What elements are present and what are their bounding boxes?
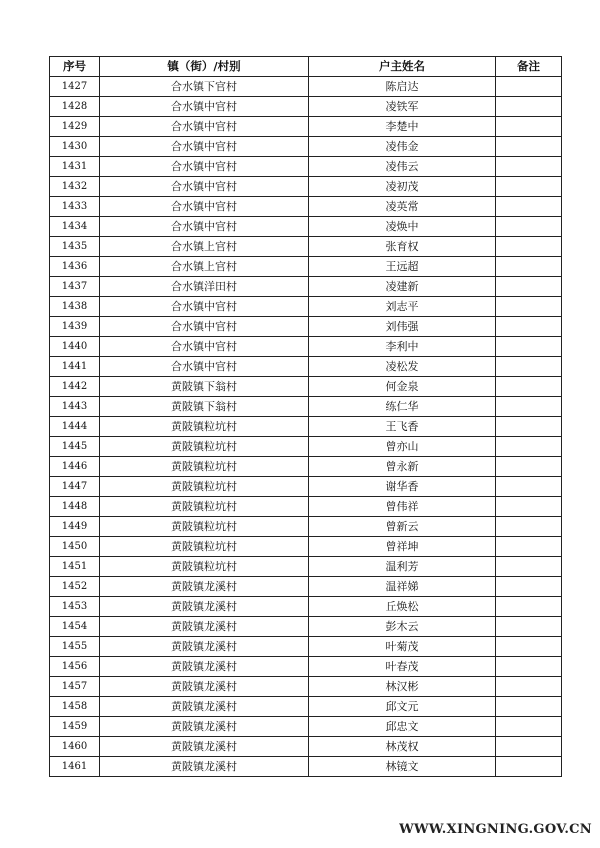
cell-town-village: 黄陂镇龙溪村	[100, 697, 309, 717]
cell-householder-name: 谢华香	[309, 477, 496, 497]
cell-remarks	[496, 117, 562, 137]
cell-remarks	[496, 77, 562, 97]
cell-town-village: 黄陂镇粒坑村	[100, 537, 309, 557]
table-row	[50, 277, 562, 297]
cell-householder-name: 刘伟强	[309, 317, 496, 337]
cell-serial-number: 1456	[50, 657, 100, 677]
cell-town-village: 合水镇中官村	[100, 217, 309, 237]
cell-householder-name: 凌伟金	[309, 137, 496, 157]
cell-serial-number: 1451	[50, 557, 100, 577]
cell-town-village: 黄陂镇粒坑村	[100, 437, 309, 457]
household-register-table	[49, 56, 562, 777]
header-town-village: 镇（街）/村别	[100, 57, 309, 77]
cell-householder-name: 王飞香	[309, 417, 496, 437]
cell-householder-name: 林汉彬	[309, 677, 496, 697]
table-body	[50, 77, 562, 777]
cell-town-village: 合水镇中官村	[100, 97, 309, 117]
cell-town-village: 黄陂镇粒坑村	[100, 557, 309, 577]
cell-serial-number: 1438	[50, 297, 100, 317]
cell-remarks	[496, 537, 562, 557]
cell-householder-name: 彭木云	[309, 617, 496, 637]
cell-serial-number: 1435	[50, 237, 100, 257]
cell-remarks	[496, 717, 562, 737]
cell-householder-name: 曾祥坤	[309, 537, 496, 557]
cell-householder-name: 何金泉	[309, 377, 496, 397]
table-row	[50, 617, 562, 637]
cell-remarks	[496, 497, 562, 517]
cell-householder-name: 王远超	[309, 257, 496, 277]
cell-serial-number: 1460	[50, 737, 100, 757]
cell-town-village: 黄陂镇龙溪村	[100, 637, 309, 657]
cell-remarks	[496, 217, 562, 237]
cell-town-village: 合水镇上官村	[100, 257, 309, 277]
cell-town-village: 黄陂镇粒坑村	[100, 497, 309, 517]
cell-remarks	[496, 357, 562, 377]
cell-serial-number: 1450	[50, 537, 100, 557]
cell-serial-number: 1429	[50, 117, 100, 137]
header-serial-number: 序号	[50, 57, 100, 77]
cell-householder-name: 叶春茂	[309, 657, 496, 677]
cell-serial-number: 1439	[50, 317, 100, 337]
cell-town-village: 黄陂镇下翁村	[100, 397, 309, 417]
cell-householder-name: 温祥娣	[309, 577, 496, 597]
cell-householder-name: 刘志平	[309, 297, 496, 317]
table-row	[50, 97, 562, 117]
table-row	[50, 297, 562, 317]
table-row	[50, 317, 562, 337]
cell-householder-name: 曾伟祥	[309, 497, 496, 517]
cell-householder-name: 林茂权	[309, 737, 496, 757]
cell-town-village: 黄陂镇龙溪村	[100, 597, 309, 617]
cell-householder-name: 林镜文	[309, 757, 496, 777]
cell-town-village: 合水镇中官村	[100, 197, 309, 217]
table-row	[50, 157, 562, 177]
cell-householder-name: 凌铁军	[309, 97, 496, 117]
table-row	[50, 457, 562, 477]
cell-householder-name: 凌英常	[309, 197, 496, 217]
cell-householder-name: 丘焕松	[309, 597, 496, 617]
table-row	[50, 77, 562, 97]
cell-serial-number: 1449	[50, 517, 100, 537]
cell-householder-name: 张育权	[309, 237, 496, 257]
cell-town-village: 合水镇中官村	[100, 317, 309, 337]
cell-remarks	[496, 297, 562, 317]
cell-householder-name: 凌初茂	[309, 177, 496, 197]
cell-remarks	[496, 577, 562, 597]
table-row	[50, 257, 562, 277]
table-row	[50, 357, 562, 377]
cell-town-village: 黄陂镇龙溪村	[100, 737, 309, 757]
cell-town-village: 黄陂镇龙溪村	[100, 757, 309, 777]
cell-remarks	[496, 397, 562, 417]
table-row	[50, 697, 562, 717]
cell-serial-number: 1447	[50, 477, 100, 497]
table-row	[50, 477, 562, 497]
cell-remarks	[496, 617, 562, 637]
cell-remarks	[496, 337, 562, 357]
cell-serial-number: 1454	[50, 617, 100, 637]
cell-serial-number: 1445	[50, 437, 100, 457]
cell-town-village: 黄陂镇粒坑村	[100, 477, 309, 497]
cell-remarks	[496, 197, 562, 217]
table-row	[50, 397, 562, 417]
table-row	[50, 537, 562, 557]
cell-remarks	[496, 97, 562, 117]
cell-serial-number: 1452	[50, 577, 100, 597]
cell-town-village: 合水镇中官村	[100, 337, 309, 357]
table-row	[50, 117, 562, 137]
cell-householder-name: 凌焕中	[309, 217, 496, 237]
cell-serial-number: 1444	[50, 417, 100, 437]
cell-town-village: 合水镇中官村	[100, 357, 309, 377]
cell-serial-number: 1455	[50, 637, 100, 657]
table-row	[50, 517, 562, 537]
cell-householder-name: 叶菊茂	[309, 637, 496, 657]
cell-town-village: 黄陂镇下翁村	[100, 377, 309, 397]
cell-serial-number: 1428	[50, 97, 100, 117]
cell-remarks	[496, 377, 562, 397]
cell-serial-number: 1430	[50, 137, 100, 157]
cell-remarks	[496, 697, 562, 717]
table-row	[50, 677, 562, 697]
cell-remarks	[496, 477, 562, 497]
cell-town-village: 合水镇洋田村	[100, 277, 309, 297]
cell-householder-name: 邱忠文	[309, 717, 496, 737]
cell-serial-number: 1459	[50, 717, 100, 737]
cell-remarks	[496, 177, 562, 197]
cell-town-village: 合水镇上官村	[100, 237, 309, 257]
cell-remarks	[496, 677, 562, 697]
table-row	[50, 737, 562, 757]
table-row	[50, 597, 562, 617]
cell-householder-name: 曾亦山	[309, 437, 496, 457]
table-row	[50, 137, 562, 157]
table-row	[50, 557, 562, 577]
table-row	[50, 417, 562, 437]
cell-remarks	[496, 457, 562, 477]
cell-remarks	[496, 137, 562, 157]
cell-remarks	[496, 657, 562, 677]
cell-town-village: 黄陂镇龙溪村	[100, 657, 309, 677]
cell-town-village: 合水镇中官村	[100, 177, 309, 197]
cell-town-village: 合水镇下官村	[100, 77, 309, 97]
cell-serial-number: 1437	[50, 277, 100, 297]
cell-remarks	[496, 597, 562, 617]
cell-householder-name: 李楚中	[309, 117, 496, 137]
cell-town-village: 合水镇中官村	[100, 137, 309, 157]
cell-town-village: 黄陂镇龙溪村	[100, 717, 309, 737]
cell-remarks	[496, 277, 562, 297]
table-row	[50, 757, 562, 777]
cell-householder-name: 练仁华	[309, 397, 496, 417]
table-row	[50, 177, 562, 197]
cell-town-village: 黄陂镇粒坑村	[100, 417, 309, 437]
cell-remarks	[496, 237, 562, 257]
cell-town-village: 黄陂镇粒坑村	[100, 517, 309, 537]
table-row	[50, 657, 562, 677]
cell-householder-name: 温利芳	[309, 557, 496, 577]
cell-remarks	[496, 557, 562, 577]
table-row	[50, 437, 562, 457]
cell-remarks	[496, 157, 562, 177]
cell-remarks	[496, 257, 562, 277]
table-row	[50, 577, 562, 597]
cell-serial-number: 1434	[50, 217, 100, 237]
cell-serial-number: 1446	[50, 457, 100, 477]
cell-householder-name: 曾新云	[309, 517, 496, 537]
cell-serial-number: 1433	[50, 197, 100, 217]
header-householder-name: 户主姓名	[309, 57, 496, 77]
cell-serial-number: 1457	[50, 677, 100, 697]
table-row	[50, 377, 562, 397]
cell-serial-number: 1458	[50, 697, 100, 717]
table-row	[50, 217, 562, 237]
cell-town-village: 合水镇中官村	[100, 157, 309, 177]
cell-serial-number: 1448	[50, 497, 100, 517]
cell-householder-name: 凌建新	[309, 277, 496, 297]
cell-serial-number: 1461	[50, 757, 100, 777]
cell-householder-name: 李利中	[309, 337, 496, 357]
cell-remarks	[496, 517, 562, 537]
cell-serial-number: 1453	[50, 597, 100, 617]
cell-serial-number: 1440	[50, 337, 100, 357]
cell-town-village: 黄陂镇龙溪村	[100, 577, 309, 597]
table-header-row	[50, 57, 562, 77]
cell-remarks	[496, 737, 562, 757]
table-row	[50, 497, 562, 517]
cell-serial-number: 1427	[50, 77, 100, 97]
cell-remarks	[496, 317, 562, 337]
cell-householder-name: 邱文元	[309, 697, 496, 717]
cell-serial-number: 1432	[50, 177, 100, 197]
cell-remarks	[496, 637, 562, 657]
cell-serial-number: 1436	[50, 257, 100, 277]
table-row	[50, 717, 562, 737]
site-watermark: WWW.XINGNING.GOV.CN	[399, 822, 592, 837]
cell-serial-number: 1443	[50, 397, 100, 417]
table-row	[50, 197, 562, 217]
cell-householder-name: 曾永新	[309, 457, 496, 477]
cell-serial-number: 1442	[50, 377, 100, 397]
table-row	[50, 637, 562, 657]
cell-town-village: 黄陂镇粒坑村	[100, 457, 309, 477]
table-row	[50, 237, 562, 257]
cell-town-village: 合水镇中官村	[100, 297, 309, 317]
table-row	[50, 337, 562, 357]
cell-town-village: 黄陂镇龙溪村	[100, 677, 309, 697]
cell-householder-name: 陈启达	[309, 77, 496, 97]
cell-serial-number: 1441	[50, 357, 100, 377]
cell-householder-name: 凌松发	[309, 357, 496, 377]
cell-town-village: 合水镇中官村	[100, 117, 309, 137]
header-remarks: 备注	[496, 57, 562, 77]
cell-town-village: 黄陂镇龙溪村	[100, 617, 309, 637]
cell-remarks	[496, 417, 562, 437]
cell-remarks	[496, 757, 562, 777]
cell-householder-name: 凌伟云	[309, 157, 496, 177]
cell-serial-number: 1431	[50, 157, 100, 177]
cell-remarks	[496, 437, 562, 457]
